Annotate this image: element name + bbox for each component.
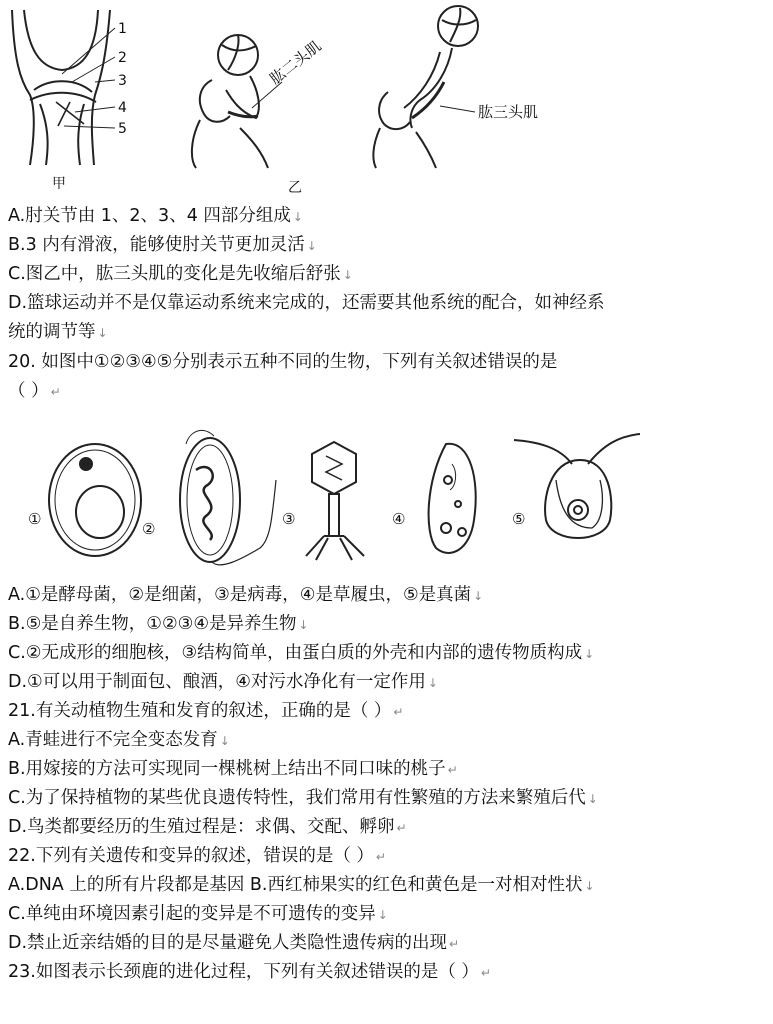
joint-label-1: 1 xyxy=(118,21,127,37)
arm-diagram-biceps xyxy=(192,35,282,168)
q21-option-a: A.青蛙进行不完全变态发育 ↓ xyxy=(8,730,230,750)
q23-stem: 23.如图表示长颈鹿的进化过程，下列有关叙述错误的是（ ） ↵ xyxy=(8,962,491,982)
q20-blank: （ ） ↵ xyxy=(8,381,61,401)
q19-option-a: A.肘关节由 1、2、3、4 四部分组成 ↓ xyxy=(8,206,303,226)
organism-paramecium xyxy=(429,444,476,553)
joint-label-3: 3 xyxy=(118,73,127,89)
figure-elbow-and-arms xyxy=(0,0,773,200)
q21-option-d: D.鸟类都要经历的生殖过程是：求偶、交配、孵卵 ↵ xyxy=(8,817,407,837)
organism-label-4: ④ xyxy=(392,510,406,528)
organism-bacterium xyxy=(180,430,276,564)
joint-diagram xyxy=(12,10,115,165)
q21-option-b: B.用嫁接的方法可实现同一棵桃树上结出不同口味的桃子 ↵ xyxy=(8,759,458,779)
figure-label-yi: 乙 xyxy=(288,180,302,196)
label-biceps: 肱二头肌 xyxy=(266,37,325,89)
organism-label-5: ⑤ xyxy=(512,510,526,528)
q22-option-c: C.单纯由环境因素引起的变异是不可遗传的变异 ↓ xyxy=(8,904,388,924)
arm-diagram-triceps xyxy=(373,6,478,168)
q21-option-c: C.为了保持植物的某些优良遗传特性，我们常用有性繁殖的方法来繁殖后代 ↓ xyxy=(8,788,598,808)
organism-label-3: ③ xyxy=(282,510,296,528)
q19-option-d-cont: 统的调节等 ↓ xyxy=(8,322,108,342)
organism-label-1: ① xyxy=(28,510,42,528)
q20-option-a: A.①是酵母菌，②是细菌，③是病毒，④是草履虫，⑤是真菌 ↓ xyxy=(8,585,484,605)
label-triceps: 肱三头肌 xyxy=(478,103,539,121)
q20-option-d: D.①可以用于制面包、酿酒，④对污水净化有一定作用 ↓ xyxy=(8,672,438,692)
joint-label-2: 2 xyxy=(118,50,127,66)
figure-elbow-svg xyxy=(0,0,773,200)
q20-stem: 20. 如图中①②③④⑤分别表示五种不同的生物，下列有关叙述错误的是 xyxy=(8,352,558,372)
q19-option-c: C.图乙中，肱三头肌的变化是先收缩后舒张 ↓ xyxy=(8,264,353,284)
organism-yeast xyxy=(49,444,141,556)
q19-option-b: B.3 内有滑液，能够使肘关节更加灵活 ↓ xyxy=(8,235,317,255)
q22-options-ab: A.DNA 上的所有片段都是基因 B.西红柿果实的红色和黄色是一对相对性状 ↓ xyxy=(8,875,595,895)
organism-chlamydomonas xyxy=(514,434,640,538)
q21-stem: 21.有关动植物生殖和发育的叙述，正确的是（ ） ↵ xyxy=(8,701,404,721)
q20-option-c: C.②无成形的细胞核，③结构简单，由蛋白质的外壳和内部的遗传物质构成 ↓ xyxy=(8,643,595,663)
joint-label-5: 5 xyxy=(118,121,127,137)
figure-label-jia: 甲 xyxy=(52,176,66,192)
q19-option-d: D.篮球运动并不是仅靠运动系统来完成的，还需要其他系统的配合，如神经系 xyxy=(8,293,605,313)
q22-stem: 22.下列有关遗传和变异的叙述，错误的是（ ） ↵ xyxy=(8,846,386,866)
organism-label-2: ② xyxy=(142,520,156,538)
organism-virus xyxy=(306,442,364,560)
q22-option-d: D.禁止近亲结婚的目的是尽量避免人类隐性遗传病的出现 ↵ xyxy=(8,933,460,953)
joint-label-4: 4 xyxy=(118,100,127,116)
figure-organisms-svg xyxy=(0,420,773,570)
figure-five-organisms xyxy=(0,420,773,570)
q20-option-b: B.⑤是自养生物，①②③④是异养生物 ↓ xyxy=(8,614,309,634)
